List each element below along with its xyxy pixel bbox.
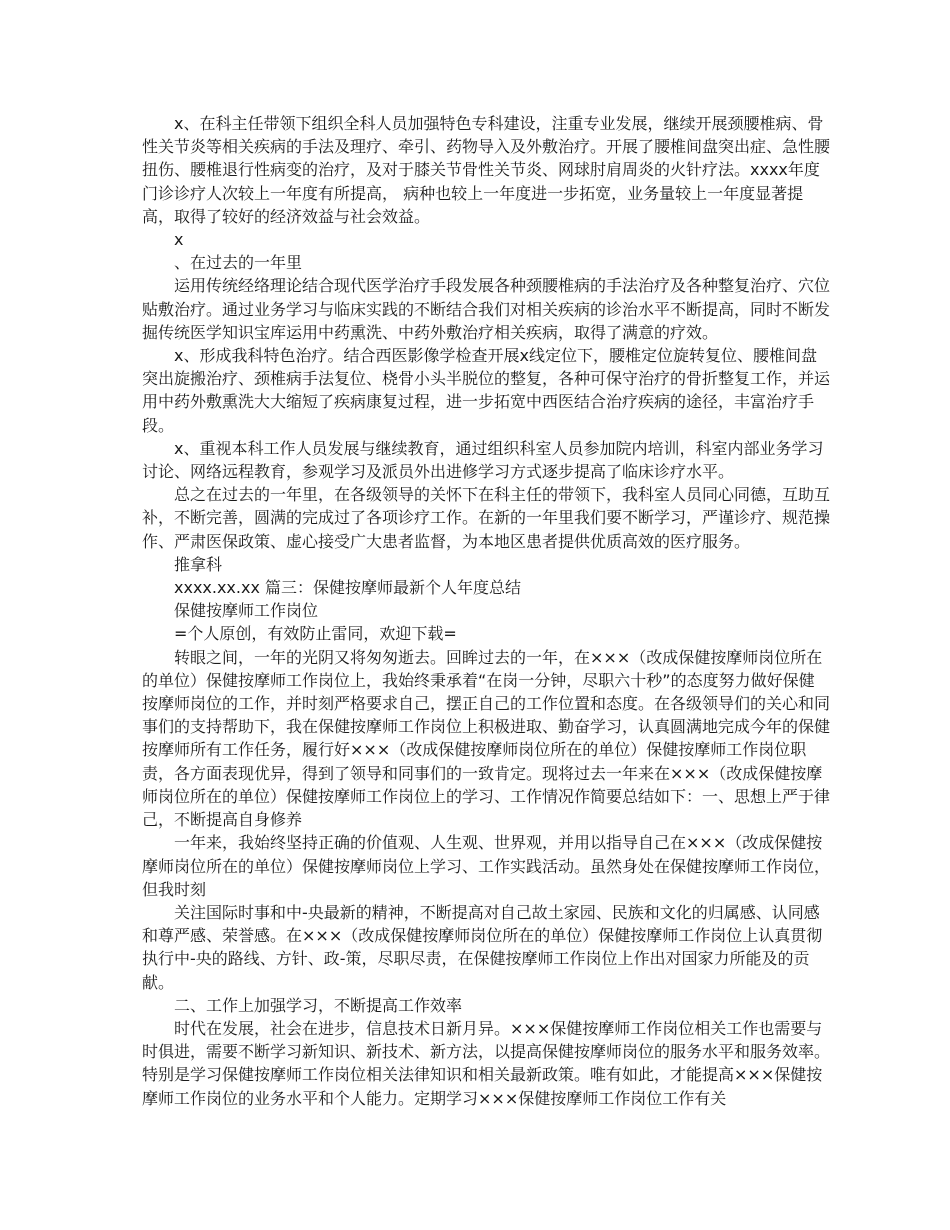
paragraph: x、形成我科特色治疗。结合西医影像学检查开展x线定位下，腰椎定位旋转复位、腰椎间盘突出旋搬治疗、颈椎病手法复位、桡骨小头半脱位的整复，各种可保守治疗的骨折整复工作，并运用中药外敷熏洗大大缩短了疾病康复过程，进一步拓宽中西医结合治疗疾病的途径，丰富治疗手段。 (142, 346, 831, 435)
section-heading: 二、工作上加强学习，不断提高工作效率 (174, 995, 463, 1015)
department-signature: 推拿科 (174, 554, 223, 574)
paragraph: 、在过去的一年里 (174, 253, 303, 273)
paragraph: 时代在发展，社会在进步，信息技术日新月异。×××保健按摩师工作岗位相关工作也需要与时俱进，需要不断学习新知识、新技术、新方法，以提高保健按摩师岗位的服务水平和服务效率。特别是学习保健按摩师工作岗位相关法律知识和相关最新政策。唯有如此，才能提高×××保健按摩师工作岗位的业务水平和个人能力。定期学习×××保健按摩师工作岗位工作有关 (142, 1018, 831, 1108)
paragraph: 转眼之间，一年的光阴又将匆匆逝去。回眸过去的一年，在×××（改成保健按摩师岗位所在的单位）保健按摩师工作岗位上，我始终秉承着“在岗一分钟，尽职六十秒”的态度努力做好保健按摩师岗位的工作，并时刻严格要求自己，摆正自己的工作位置和态度。在各级领导们的关心和同事们的支持帮助下，我在保健按摩师工作岗位上积极进取、勤奋学习，认真圆满地完成今年的保健按摩师所有工作任务，履行好×××（改成保健按摩师岗位所在的单位）保健按摩师工作岗位职责，各方面表现优异，得到了领导和同事们的一致肯定。现将过去一年来在×××（改成保健按摩师岗位所在的单位）保健按摩师工作岗位上的学习、工作情况作简要总结如下：一、思想上严于律己，不断提高自身修养 (142, 647, 831, 830)
paragraph: 一年来，我始终坚持正确的价值观、人生观、世界观，并用以指导自己在×××（改成保健按摩师岗位所在的单位）保健按摩师岗位上学习、工作实践活动。虽然身处在保健按摩师工作岗位，但我时刻 (142, 833, 831, 899)
section-heading: xxxx.xx.xx 篇三：保健按摩师最新个人年度总结 (174, 578, 522, 598)
position-title: 保健按摩师工作岗位 (174, 601, 319, 621)
paragraph: 总之在过去的一年里，在各级领导的关怀下在科主任的带领下，我科室人员同心同德，互助互补，不断完善，圆满的完成过了各项诊疗工作。在新的一年里我们要不断学习，严谨诊疗、规范操作、严肃医保政策、虚心接受广大患者监督，为本地区患者提供优质高效的医疗服务。 (142, 485, 831, 551)
paragraph: 关注国际时事和中-央最新的精神，不断提高对自己故土家园、民族和文化的归属感、认同感和尊严感、荣誉感。在×××（改成保健按摩师岗位所在的单位）保健按摩师工作岗位上认真贯彻执行中-央的路线、方针、政-策，尽职尽责，在保健按摩师工作岗位上作出对国家力所能及的贡献。 (142, 902, 823, 992)
notice-line: =个人原创，有效防止雷同，欢迎下载= (174, 624, 457, 644)
paragraph: x、在科主任带领下组织全科人员加强特色专科建设，注重专业发展，继续开展颈腰椎病、骨性关节炎等相关疾病的手法及理疗、牵引、药物导入及外敷治疗。开展了腰椎间盘突出症、急性腰扭伤、腰椎退行性病变的治疗，及对于膝关节骨性关节炎、网球肘肩周炎的火针疗法。xxxx年度门诊诊疗人次较上一年度有所提高， 病种也较上一年度进一步拓宽，业务量较上一年度显著提高，取得了较好的经济效益与社会效益。 (142, 114, 831, 226)
paragraph: x、重视本科工作人员发展与继续教育，通过组织科室人员参加院内培训，科室内部业务学习讨论、网络远程教育，参观学习及派员外出进修学习方式逐步提高了临床诊疗水平。 (142, 438, 824, 482)
paragraph: 运用传统经络理论结合现代医学治疗手段发展各种颈腰椎病的手法治疗及各种整复治疗、穴位贴敷治疗。通过业务学习与临床实践的不断结合我们对相关疾病的诊治水平不断提高，同时不断发掘传统医学知识宝库运用中药熏洗、中药外敷治疗相关疾病，取得了满意的疗效。 (142, 276, 831, 342)
paragraph: x (174, 230, 184, 250)
